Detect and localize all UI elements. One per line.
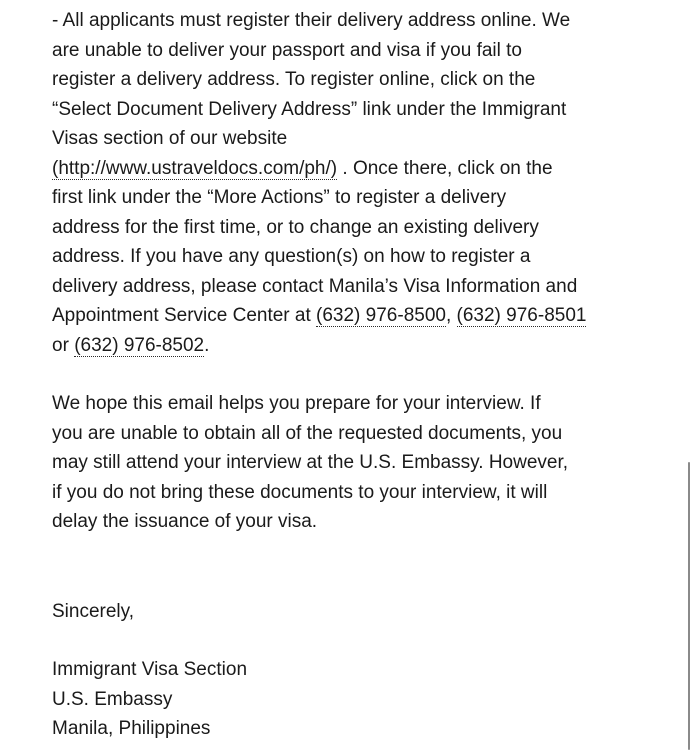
text-line <box>52 301 652 331</box>
paragraph-spacer <box>52 537 652 597</box>
text-line: if you do not bring these documents to your interview, it will <box>52 481 548 503</box>
text-line: address. If you have any question(s) on how to register a <box>52 246 531 267</box>
signature-line: U.S. Embassy <box>52 688 173 710</box>
text-line: “Select Document Delivery Address” link under the Immigrant <box>52 98 567 120</box>
text-line: you are unable to obtain all of the requested documents, you <box>52 422 563 444</box>
text-line: address for the first time, or to change an existing delivery <box>52 216 539 238</box>
text-line <box>52 154 652 184</box>
paragraph-spacer <box>52 360 652 389</box>
text-line: Visas section of our website <box>52 128 288 149</box>
text-line: - All applicants must register their delivery address online. We <box>52 10 571 31</box>
text-line: We hope this email helps you prepare for your interview. If <box>52 393 541 414</box>
text-line <box>52 331 652 361</box>
text-fragment: , <box>445 305 457 326</box>
text-fragment: . Once there, click on the <box>337 157 553 179</box>
text-line: first link under the “More Actions” to register a delivery <box>52 187 507 208</box>
signature-line: Manila, Philippines <box>52 718 211 739</box>
text-line: delivery address, please contact Manila’s Visa Information and <box>52 275 578 297</box>
phone-link-3[interactable]: (632) 976-8502 <box>74 334 205 356</box>
phone-link-1[interactable]: (632) 976-8500 <box>316 305 446 326</box>
text-line: are unable to deliver your passport and visa if you fail to <box>52 39 522 61</box>
signature-line: Immigrant Visa Section <box>52 659 248 680</box>
text-fragment: . <box>204 334 210 356</box>
text-fragment: Appointment Service Center at <box>52 305 317 326</box>
signature-block <box>52 655 652 744</box>
website-link[interactable]: (http://www.ustraveldocs.com/ph/) <box>52 157 338 179</box>
phone-link-2[interactable]: (632) 976-8501 <box>456 305 587 326</box>
vertical-scrollbar[interactable] <box>688 462 690 750</box>
paragraph-spacer <box>52 626 652 655</box>
text-line: delay the issuance of your visa. <box>52 511 318 532</box>
interview-paragraph <box>52 389 652 537</box>
closing-salutation: Sincerely, <box>52 600 135 622</box>
text-fragment: or <box>52 334 75 356</box>
text-line: register a delivery address. To register online, click on the <box>52 69 536 90</box>
document-page <box>52 6 652 744</box>
text-line: may still attend your interview at the U.S. Embassy. However, <box>52 452 569 473</box>
delivery-address-paragraph <box>52 6 652 360</box>
